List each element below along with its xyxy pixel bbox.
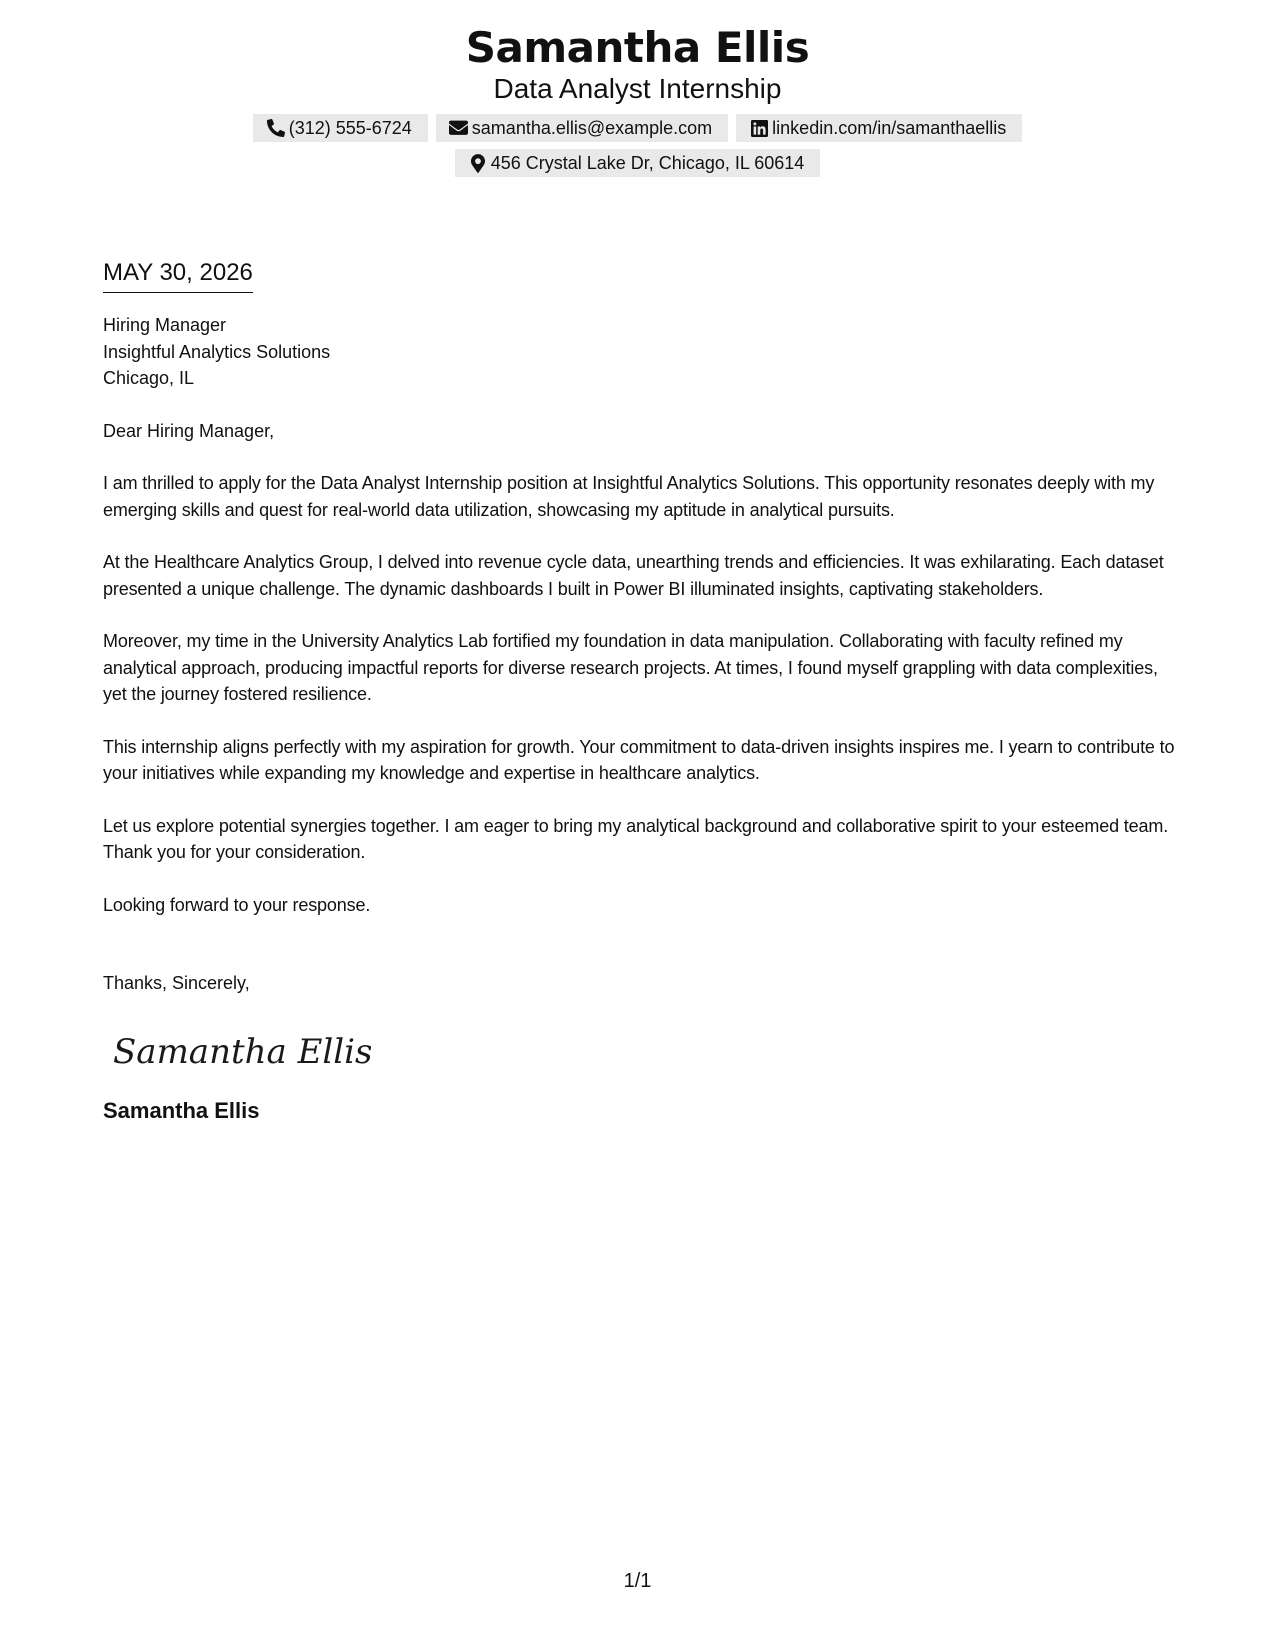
email-text: samantha.ellis@example.com	[471, 117, 713, 138]
recipient-location: Chicago, IL	[103, 368, 195, 388]
letter-date: MAY 30, 2026	[103, 258, 253, 293]
recipient-title: Hiring Manager	[103, 315, 227, 335]
paragraph: This internship aligns perfectly with my aspiration for growth. Your commitment to data-driven insights inspires me. I yearn to contribute to your initiatives while expanding my knowledge and expertise in healthcare analytics.	[103, 736, 1175, 783]
paragraph: Let us explore potential synergies together. I am eager to bring my analytical background and collaborative spirit to your esteemed team. Thank you for your consideration.	[103, 815, 1169, 862]
signed-name: Samantha Ellis	[103, 1097, 260, 1123]
paragraph: Moreover, my time in the University Analytics Lab fortified my foundation in data manipulation. Collaborating with faculty refined my analytical approach, producing impactful reports for diverse research projects. At times, I found myself grappling with data complexities, yet the journey fostered resilience.	[103, 631, 1158, 704]
linkedin-chip[interactable]	[736, 114, 1022, 142]
phone-icon	[266, 118, 286, 138]
closing: Thanks, Sincerely,	[103, 973, 250, 993]
linkedin-text: linkedin.com/in/samanthaellis	[772, 117, 1007, 138]
applicant-role: Data Analyst Internship	[493, 73, 782, 104]
recipient-company: Insightful Analytics Solutions	[103, 341, 331, 362]
envelope-icon	[449, 118, 469, 138]
contact-row-address	[0, 149, 1275, 177]
applicant-name: Samantha Ellis	[465, 23, 810, 72]
salutation: Dear Hiring Manager,	[103, 420, 275, 441]
signature-text: Samantha Ellis	[113, 1031, 371, 1072]
letter-header	[0, 22, 1275, 177]
page-number: 1/1	[623, 1570, 652, 1592]
address-text: 456 Crystal Lake Dr, Chicago, IL 60614	[490, 152, 805, 173]
letter-body	[103, 258, 1178, 1125]
email-chip[interactable]	[436, 114, 728, 142]
contact-row	[0, 114, 1275, 142]
paragraph: I am thrilled to apply for the Data Analyst Internship position at Insightful Analytics Solutions. This opportunity resonates deeply with my emerging skills and quest for real-world data utilization, showcasing my aptitude in analytical pursuits.	[103, 473, 1155, 520]
signature-image	[111, 1021, 371, 1081]
phone-text: (312) 555-6724	[288, 117, 412, 138]
paragraph: Looking forward to your response.	[103, 894, 371, 915]
paragraph: At the Healthcare Analytics Group, I delved into revenue cycle data, unearthing trends and efficiencies. It was exhilarating. Each dataset presented a unique challenge. The dynamic dashboards I built in Power BI illuminated insights, captivating stakeholders.	[103, 552, 1164, 599]
map-marker-icon	[468, 153, 488, 173]
linkedin-icon	[749, 118, 769, 138]
recipient-block	[103, 312, 1178, 392]
phone-chip[interactable]	[253, 114, 428, 142]
address-chip[interactable]	[455, 149, 821, 177]
